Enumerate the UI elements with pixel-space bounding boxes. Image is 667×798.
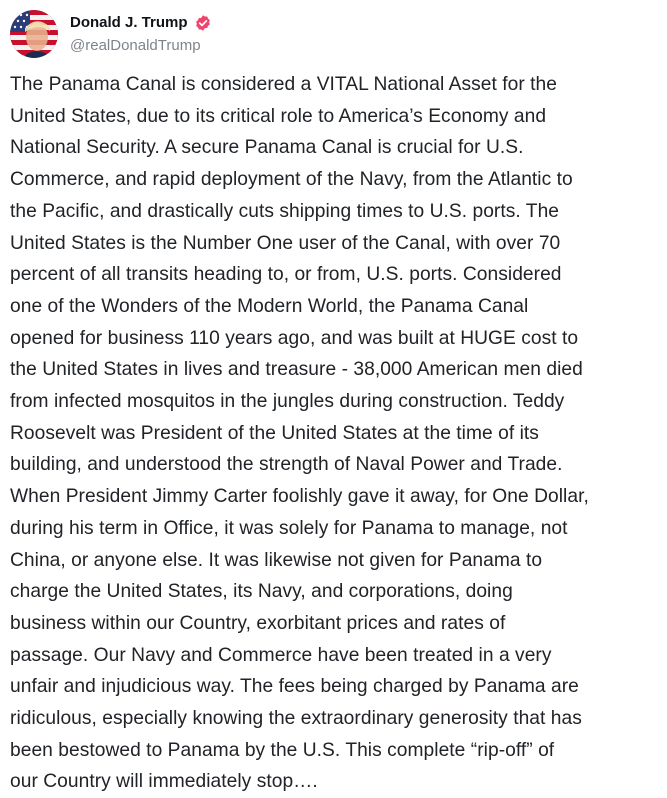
post-header [10, 9, 212, 59]
author-display-name[interactable]: Donald J. Trump [70, 13, 188, 31]
verified-badge-svg [194, 14, 212, 32]
avatar-image-icon [10, 10, 58, 58]
author-handle[interactable]: @realDonaldTrump [70, 36, 201, 54]
author-name-row [70, 13, 212, 33]
author-names [70, 13, 212, 56]
post-body-text: The Panama Canal is considered a VITAL National Asset for the United States, due to its critical role to America’s Economy and National Security. A secure Panama Canal is crucial for U.S. Commerce, and rapid deployment of the Navy, from the Atlantic to the Pacific, and drastically cuts shipping times to U.S. ports. The United States is the Number One user of the Canal, with over 70 percent of all transits heading to, or from, U.S. ports. Considered one of the Wonders of the Modern World, the Panama Canal opened for business 110 years ago, and was built at HUGE cost to the United States in lives and treasure - 38,000 American men died from infected mosquitos in the jungles during construction. Teddy Roosevelt was President of the United States at the time of its building, and understood the strength of Naval Power and Trade. When President Jimmy Carter foolishly gave it away, for One Dollar, during his term in Office, it was solely for Panama to manage, not China, or anyone else. It was likewise not given for Panama to charge the United States, its Navy, and corporations, doing business within our Country, exorbitant prices and rates of passage. Our Navy and Commerce have been treated in a very unfair and injudicious way. The fees being charged by Panama are ridiculous, especially knowing the extraordinary generosity that has been bestowed to Panama by the U.S. This complete “rip-off” of our Country will immediately stop…. [10, 74, 589, 793]
verified-badge-icon [194, 14, 212, 32]
avatar[interactable] [10, 10, 58, 58]
